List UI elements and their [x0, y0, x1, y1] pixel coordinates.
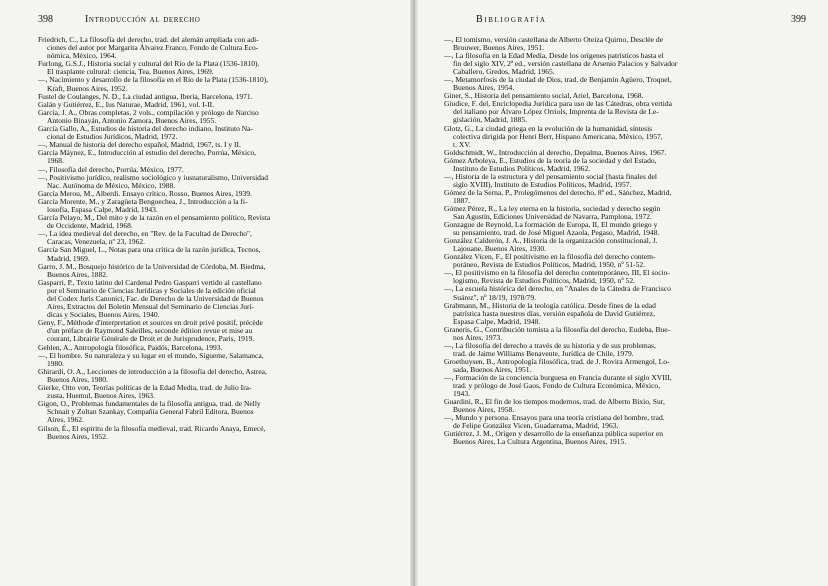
bibliography-entry: García, J. A., Obras completas, 2 vols., compilación y prólogo de Narciso Antonio Binayán, Antonio Zamora, Buenos Aires, 1955. [38, 107, 259, 125]
running-head [444, 14, 806, 28]
page-number: 399 [791, 14, 806, 25]
bibliography-entry: —, Nacimiento y desarrollo de la filosofía en el Río de la Plata (1536-1810), Kraft, Buenos Aires, 1952. [38, 75, 269, 93]
bibliography-entry: García San Miguel, L., Notas para una crítica de la razón jurídica, Tecnos, Madrid, 1969. [38, 245, 261, 263]
bibliography-entry: Goldschmidt, W., Introducción al derecho, Depalma, Buenos Aires, 1967. [444, 147, 667, 157]
bibliography-entry: Garro, J. M., Bosquejo histórico de la Universidad de Córdoba, M. Biedma, Buenos Aires, 1882. [38, 261, 266, 279]
bibliography-entry: —, Manual de historia del derecho español, Madrid, 1967, ts. I y II. [38, 140, 241, 150]
bibliography-entry: Groethuysen, B., Antropología filosófica, trad. de J. Rovira Armengol, Lo- sada, Buenos Aires, 1951. [444, 356, 670, 374]
bibliography-entry: González Calderón, J. A., Historia de la organización constitucional, J. Lajouane, Buenos Aires, 1930. [444, 236, 658, 254]
bibliography-entry: Gómez de la Serna, P., Prolegómenos del derecho, 8ª ed., Sánchez, Madrid, 1887. [444, 187, 672, 205]
bibliography-entry: Fustel de Coulanges, N. D., La ciudad antigua, Iberia, Barcelona, 1971. [38, 91, 253, 101]
bibliography-entry: González Vicen, F., El positivismo en la filosofía del derecho contem- poráneo, Revista de Estudios Políticos, Madrid, 1950, nº 51-52. [444, 252, 656, 270]
bibliography-entry: —, Historia de la estructura y del pensamiento social (hasta finales del siglo XVIII), Instituto de Estudios Políticos, Madrid, 1957. [444, 171, 657, 189]
bibliography-entry: Ghirardi, O. A., Lecciones de introducción a la filosofía del derecho, Astrea, Buenos Aires, 1980. [38, 366, 267, 384]
running-head-title: Bibliografía [476, 14, 547, 25]
bibliography-list [38, 36, 398, 441]
bibliography-entry: Gilson, É., El espíritu de la filosofía medieval, trad. Ricardo Anaya, Emecé, Buenos Aires, 1952. [38, 423, 266, 441]
bibliography-entry: —, La idea medieval del derecho, en "Rev. de la Facultad de Derecho", Caracas, Venezuela, nº 23, 1962. [38, 229, 252, 247]
bibliography-entry: —, La filosofía en la Edad Media, Desde los orígenes patrísticos hasta el fin del siglo XIV, 2ª ed., versión castellana de Arsenio Palacios y Salvador Caballero, Gredos, Madrid, 1965. [444, 51, 678, 77]
bibliography-entry: Guardini, R., El fin de los tiempos modernos, trad. de Alberto Bixio, Sur, Buenos Aires, 1958. [444, 397, 665, 415]
bibliography-entry: García Máynez, E., Introducción al estudio del derecho, Porrúa, México, 1968. [38, 148, 257, 166]
bibliography-entry: Friedrich, C., La filosofía del derecho, trad. del alemán ampliada con adi- ciones del autor por Margarita Álvarez Franco, Fondo de Cultura Eco- nómica, México, 1964. [38, 35, 259, 61]
bibliography-entry: García Pelayo, M., Del mito y de la razón en el pensamiento político, Revista de Occidente, Madrid, 1968. [38, 213, 271, 231]
bibliography-entry: —, Mundo y persona. Ensayos para una teoría cristiana del hombre, trad. de Felipe González Vicen, Guadarrama, Madrid, 1963. [444, 413, 665, 431]
bibliography-entry: Glotz, G., La ciudad griega en la evolución de la humanidad, síntesis colectiva dirigida por Henri Berr, Hispano Americana, México, 1957, t. XV. [444, 123, 663, 149]
bibliography-entry: Furlong, G.S.J., Historia social y cultural del Río de la Plata (1536-1810). El trasplante cultural: ciencia, Tea, Buenos Aires, 1969. [38, 59, 260, 77]
bibliography-entry: Gutiérrez, J. M., Origen y desarrollo de la enseñanza pública superior en Buenos Aires, La Cultura Argentina, Buenos Aires, 1915. [444, 429, 663, 447]
bibliography-entry: Gehlen, A., Antropología filosófica, Paidós, Barcelona, 1993. [38, 342, 223, 352]
bibliography-entry: Galán y Gutiérrez, E., Ius Naturae, Madrid, 1961, vol. I-II. [38, 99, 214, 109]
bibliography-entry: Gómez Pérez, R., La ley eterna en la historia, sociedad y derecho según San Agustín, Ediciones Universidad de Navarra, Pamplona, 1972. [444, 203, 661, 222]
bibliography-entry: Gierke, Otto von, Teorías políticas de la Edad Media, trad. de Julio Ira- zusta, Huemul, Buenos Aires, 1963. [38, 383, 252, 401]
bibliography-entry: —, La filosofía del derecho a través de su historia y de sus problemas, trad. de Jaime Williams Benavente, Jurídica de Chile, 1979. [444, 340, 656, 358]
bibliography-entry: García Morente, M., y Zaragüeta Bengoechea, J., Introducción a la fi- losofía, Espasa Calpe, Madrid, 1943. [38, 196, 248, 214]
bibliography-entry: —, El tomismo, versión castellana de Alberto Oteiza Quirno, Desclée de Brouwer, Buenos Aires, 1951. [444, 35, 664, 53]
bibliography-entry: —, Metamorfosis de la ciudad de Dios, trad. de Benjamín Agüero, Troquel, Buenos Aires, 1954. [444, 75, 672, 93]
bibliography-entry: García Merou, M., Alberdi. Ensayo crítico, Rosso, Buenos Aires, 1939. [38, 188, 252, 198]
running-head [38, 14, 398, 28]
running-head-title: Introducción al derecho [85, 14, 201, 25]
bibliography-entry: Gigon, O., Problemas fundamentales de la filosofía antigua, trad. de Nelly Schnait y Zoltan Szankay, Compañía General Fabril Editora, Buenos Aires, 1962. [38, 399, 261, 425]
bibliography-entry: —, Formación de la conciencia burguesa en Francia durante el siglo XVIII, trad. y prólogo de José Gaos, Fondo de Cultura Económica, México, 1943. [444, 372, 672, 399]
bibliography-entry: Gasparri, P., Texto latino del Cardenal Pedro Gasparri vertido al castellano por el Seminario de Ciencias Jurídicas y Sociales de la edición oficial del Codex Juris Canonici, Fac. de Derecho de la Universidad de Buenos Aires, Extractos del Boletín Mensual del Seminario de Ciencias Jurí- dicas y Sociales, Buenos Aires, 1940. [38, 277, 264, 320]
left-page [0, 0, 412, 586]
bibliography-entry: —, El hombre. Su naturaleza y su lugar en el mundo, Sígueme, Salamanca, 1980. [38, 350, 264, 368]
bibliography-entry: —, Filosofía del derecho, Porrúa, México, 1977. [38, 164, 184, 174]
bibliography-entry: —, La escuela histórica del derecho, en "Anales de la Cátedra de Francisco Suárez", nº 18/19, 1978/79. [444, 284, 671, 302]
bibliography-list [444, 36, 806, 446]
bibliography-entry: Graneris, G., Contribución tomista a la filosofía del derecho, Eudeba, Bue- nos Aires, 1973. [444, 324, 671, 342]
bibliography-entry: Gómez Arboleya, E., Estudios de la teoría de la sociedad y del Estado, Instituto de Estudios Políticos, Madrid, 1962. [444, 155, 657, 173]
right-page [416, 0, 828, 586]
bibliography-entry: Geny, F., Méthode d'interpretation et sources en droit privé positif, précède d'un préface de Raymond Saleilles, seconde édition revue et mise au courant, Librairie Générale de Droit et de Jurisprudence, Paris, 1919. [38, 318, 263, 344]
bibliography-entry: Gonzague de Reynold, La formación de Europa, II, El mundo griego y su pensamiento, trad. de José Miguel Azaola, Pegaso, Madrid, 1948. [444, 220, 660, 238]
bibliography-entry: García Gallo, A., Estudios de historia del derecho indiano, Instituto Na- cional de Estudios Jurídicos, Madrid, 1972. [38, 124, 253, 142]
page-number: 398 [38, 14, 53, 25]
bibliography-entry: —, El positivismo en la filosofía del derecho contemporáneo, III, El socio- logismo, Revista de Estudios Políticos, Madrid, 1950, nº 52. [444, 268, 670, 286]
bibliography-entry: Giner, S., Historia del pensamiento social, Ariel, Barcelona, 1968. [444, 91, 644, 101]
bibliography-entry: —, Positivismo jurídico, realismo sociológico y iusnaturalismo, Universidad Nac. Autónoma de México, México, 1988. [38, 172, 268, 190]
bibliography-entry: Giudice, F. del, Enciclopedia Jurídica para uso de las Cátedras, obra vertida del italiano por Álvaro López Orriols, Imprenta de la Revista de Le- gislación, Madrid, 1885. [444, 99, 673, 125]
bibliography-entry: Grabmann, M., Historia de la teología católica. Desde fines de la edad patrística hasta nuestros días, versión española de David Gutiérrez, Espasa Calpe, Madrid, 1948. [444, 300, 656, 326]
